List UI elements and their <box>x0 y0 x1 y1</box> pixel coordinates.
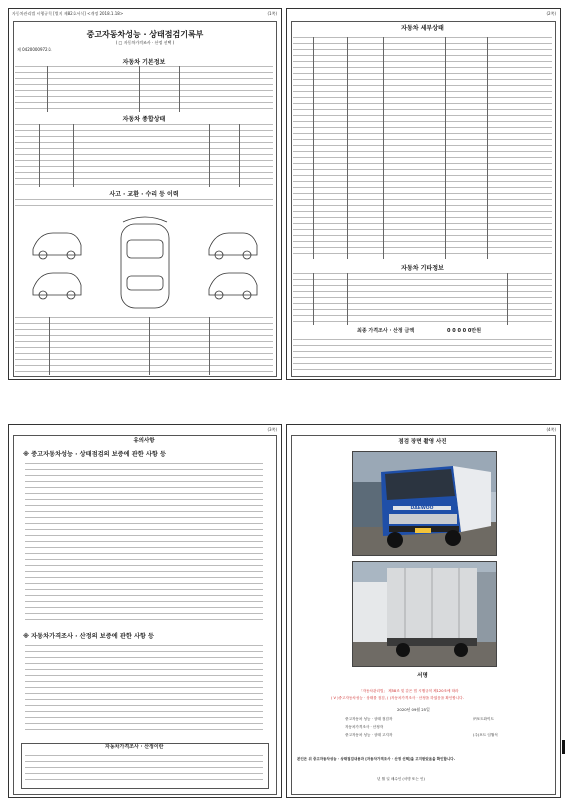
inspection-warranty-heading: ※ 중고자동차성능 · 상태점검의 보증에 관한 사항 등 <box>23 451 166 458</box>
accident-notes <box>15 199 273 211</box>
other-info-heading: 자동차 기타정보 <box>401 265 444 272</box>
notices-title: 유의사항 <box>133 438 155 444</box>
final-price-value: 0 0 0 0 0만원 <box>447 328 482 334</box>
page-2-detail-status <box>286 8 561 380</box>
price-notes <box>293 339 552 373</box>
page-mark: (4쪽) <box>546 427 556 432</box>
page-mark: (2쪽) <box>546 11 556 16</box>
photo-section-title: 점검 장면 촬영 사진 <box>398 439 447 445</box>
signature-section-title: 서명 <box>417 673 428 679</box>
truck-rear-photo <box>352 561 497 667</box>
brand-lettering: DAEWOO <box>410 506 434 511</box>
price-definition-title: 자동차가격조사 · 산정이란 <box>105 744 164 750</box>
signature-text-line2: ( V )중고자동차성능 · 상태를 점검, ( )자동차가격조사 · 산정을 하였음을 확인합니다. <box>331 696 464 700</box>
edge-mark <box>562 740 565 754</box>
page-subtitle: ( □ 자동차가격조사 · 산정 선택 ) <box>115 40 175 45</box>
basic-info-heading: 자동차 기본정보 <box>122 59 166 66</box>
page-title: 중고자동차성능 · 상태점검기록부 <box>86 30 204 39</box>
detail-heading: 자동차 세부상태 <box>401 25 444 32</box>
signature-date: 2020년 09월 25일 <box>397 707 430 712</box>
buyer-signature-line: 년 월 일 매수인 (서명 또는 인) <box>377 777 425 781</box>
page-3-notices <box>8 424 282 798</box>
page-mark: (3쪽) <box>267 427 277 432</box>
page-mark: (1쪽) <box>267 11 277 16</box>
car-diagram <box>23 214 267 314</box>
accident-heading: 사고 · 교환 · 수리 등 이력 <box>109 191 179 198</box>
detail-items-table <box>15 317 273 375</box>
final-price-label: 최종 가격조사 · 산정 금액 <box>357 328 415 334</box>
inspector-value: ㈜포트화이트 <box>473 717 494 721</box>
truck-front-photo <box>352 451 497 556</box>
status-heading: 자동차 종합상태 <box>122 116 166 123</box>
buyer-confirmation: 본인은 위 중고자동차성능 · 상태점검내용과 [자동차가격조사 · 산정 선택]을 고지받았음을 확인합니다. <box>297 757 455 761</box>
price-warranty-heading: ※ 자동차가격조사 · 산정의 보증에 관한 사항 등 <box>23 633 155 640</box>
form-number: 자동차관리법 시행규칙 [별지 제82호서식] <개정 2018.1.18> <box>12 11 124 16</box>
notifier-value: (주)포트 임월석 <box>473 733 498 737</box>
other-info-table <box>293 273 552 325</box>
notifier-label: 중고자동차 성능 · 상태 고지자 <box>345 733 393 737</box>
inspection-warranty-text <box>25 463 263 623</box>
price-assessor-label: 자동차가격조사 · 산정자 <box>345 725 384 729</box>
page-4-photos-signature <box>286 424 561 798</box>
price-definition-text <box>25 755 263 783</box>
status-table <box>15 124 273 187</box>
basic-info-table <box>15 66 273 112</box>
record-number: 제 0420000972호 <box>17 47 52 52</box>
inspector-label: 중고자동차 성능 · 상태 점검자 <box>345 717 393 721</box>
price-warranty-text <box>25 645 263 735</box>
signature-text-line1: 「자동차관리법」 제58조 및 같은 법 시행규칙 제120조에 따라 <box>359 689 459 693</box>
page-1-inspection-record <box>8 8 282 380</box>
detail-table <box>293 37 552 259</box>
